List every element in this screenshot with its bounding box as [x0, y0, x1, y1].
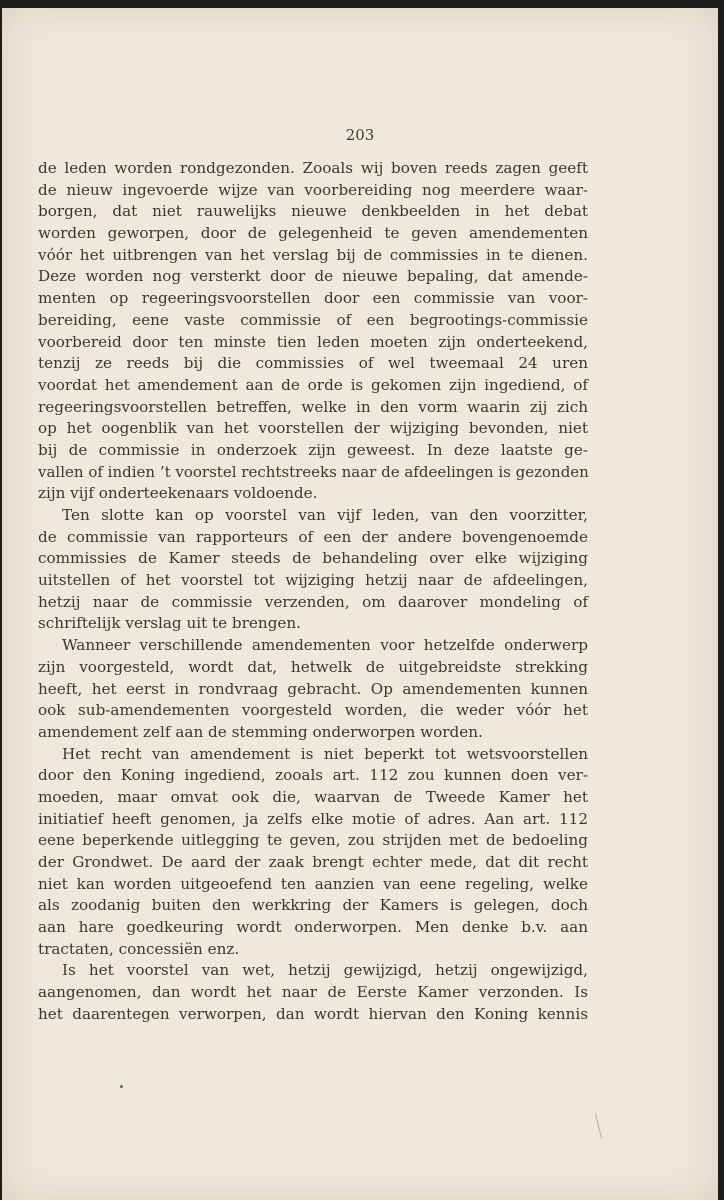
- text-line: Ten slotte kan op voorstel van vijf leden, van den voorzitter,: [62, 506, 588, 524]
- text-line: tractaten, concessiën enz.: [38, 939, 240, 958]
- text-line: bij de commissie in onderzoek zijn geweest. In deze laatste ge-: [38, 440, 588, 459]
- text-line: op het oogenblik van het voorstellen der wijziging bevonden, niet: [38, 419, 588, 438]
- text-line: Deze worden nog versterkt door de nieuwe bepaling, dat amende-: [38, 267, 588, 286]
- text-line: tenzij ze reeds bij die commissies of wel tweemaal 24 uren: [38, 354, 588, 373]
- text-line: vallen of indien ’t voorstel rechtstreeks naar de afdeelingen is gezonden: [38, 462, 589, 481]
- text-line: bereiding, eene vaste commissie of een begrootings-commissie: [38, 310, 588, 329]
- text-line: voordat het amendement aan de orde is gekomen zijn ingediend, of: [38, 375, 588, 394]
- text-line: amendement zelf aan de stemming onderworpen worden.: [38, 722, 483, 741]
- text-line: de leden worden rondgezonden. Zooals wij boven reeds zagen geeft: [38, 159, 588, 177]
- text-line: hetzij naar de commissie verzenden, om daarover mondeling of: [38, 592, 588, 611]
- text-line: ook sub-amendementen voorgesteld worden, die weder vóór het: [38, 701, 588, 720]
- text-line: door den Koning ingediend, zooals art. 112 zou kunnen doen ver-: [38, 766, 588, 785]
- text-line: schriftelijk verslag uit te brengen.: [38, 614, 302, 633]
- text-line: worden geworpen, door de gelegenheid te geven amendementen: [38, 224, 588, 243]
- text-line: aan hare goedkeuring wordt onderworpen. Men denke b.v. aan: [38, 918, 588, 937]
- page-number: 203: [345, 126, 375, 144]
- text-line: Is het voorstel van wet, hetzij gewijzigd, hetzij ongewijzigd,: [62, 961, 588, 980]
- paper-speck: [120, 1085, 123, 1088]
- text-line: niet kan worden uitgeoefend ten aanzien van eene regeling, welke: [38, 874, 588, 893]
- text-line: heeft, het eerst in rondvraag gebracht. Op amendementen kunnen: [38, 679, 588, 698]
- text-line: vóór het uitbrengen van het verslag bij de commissies in te dienen.: [38, 245, 588, 264]
- text-line: Het recht van amendement is niet beperkt tot wetsvoorstellen: [62, 744, 588, 763]
- text-line: de commissie van rapporteurs of een der andere bovengenoemde: [38, 527, 588, 546]
- text-line: zijn voorgesteld, wordt dat, hetwelk de uitgebreidste strekking: [38, 657, 588, 676]
- text-line: zijn vijf onderteekenaars voldoende.: [38, 484, 318, 503]
- body-text: [38, 158, 588, 1026]
- text-line: als zoodanig buiten den werkkring der Kamers is gelegen, doch: [38, 896, 588, 915]
- text-line: eene beperkende uitlegging te geven, zou strijden met de bedoeling: [38, 831, 588, 850]
- text-line: der Grondwet. De aard der zaak brengt echter mede, dat dit recht: [38, 853, 588, 871]
- text-line: regeeringsvoorstellen betreffen, welke in den vorm waarin zij zich: [38, 397, 588, 416]
- text-line: Wanneer verschillende amendementen voor hetzelfde onderwerp: [62, 636, 588, 655]
- text-line: het daarentegen verworpen, dan wordt hiervan den Koning kennis: [38, 1004, 588, 1023]
- text-line: uitstellen of het voorstel tot wijziging hetzij naar de afdeelingen,: [38, 571, 588, 590]
- book-page: [2, 8, 718, 1200]
- text-line: borgen, dat niet rauwelijks nieuwe denkbeelden in het debat: [38, 202, 588, 221]
- text-line: aangenomen, dan wordt het naar de Eerste Kamer verzonden. Is: [38, 983, 588, 1002]
- text-line: de nieuw ingevoerde wijze van voorbereiding nog meerdere waar-: [38, 180, 588, 199]
- text-line: commissies de Kamer steeds de behandeling over elke wijziging: [38, 549, 588, 568]
- text-line: moeden, maar omvat ook die, waarvan de Tweede Kamer het: [38, 787, 588, 806]
- paper-crease: [595, 1113, 602, 1138]
- text-line: menten op regeeringsvoorstellen door een commissie van voor-: [38, 289, 588, 308]
- text-line: voorbereid door ten minste tien leden moeten zijn onderteekend,: [38, 332, 588, 351]
- text-line: initiatief heeft genomen, ja zelfs elke motie of adres. Aan art. 112: [38, 809, 588, 828]
